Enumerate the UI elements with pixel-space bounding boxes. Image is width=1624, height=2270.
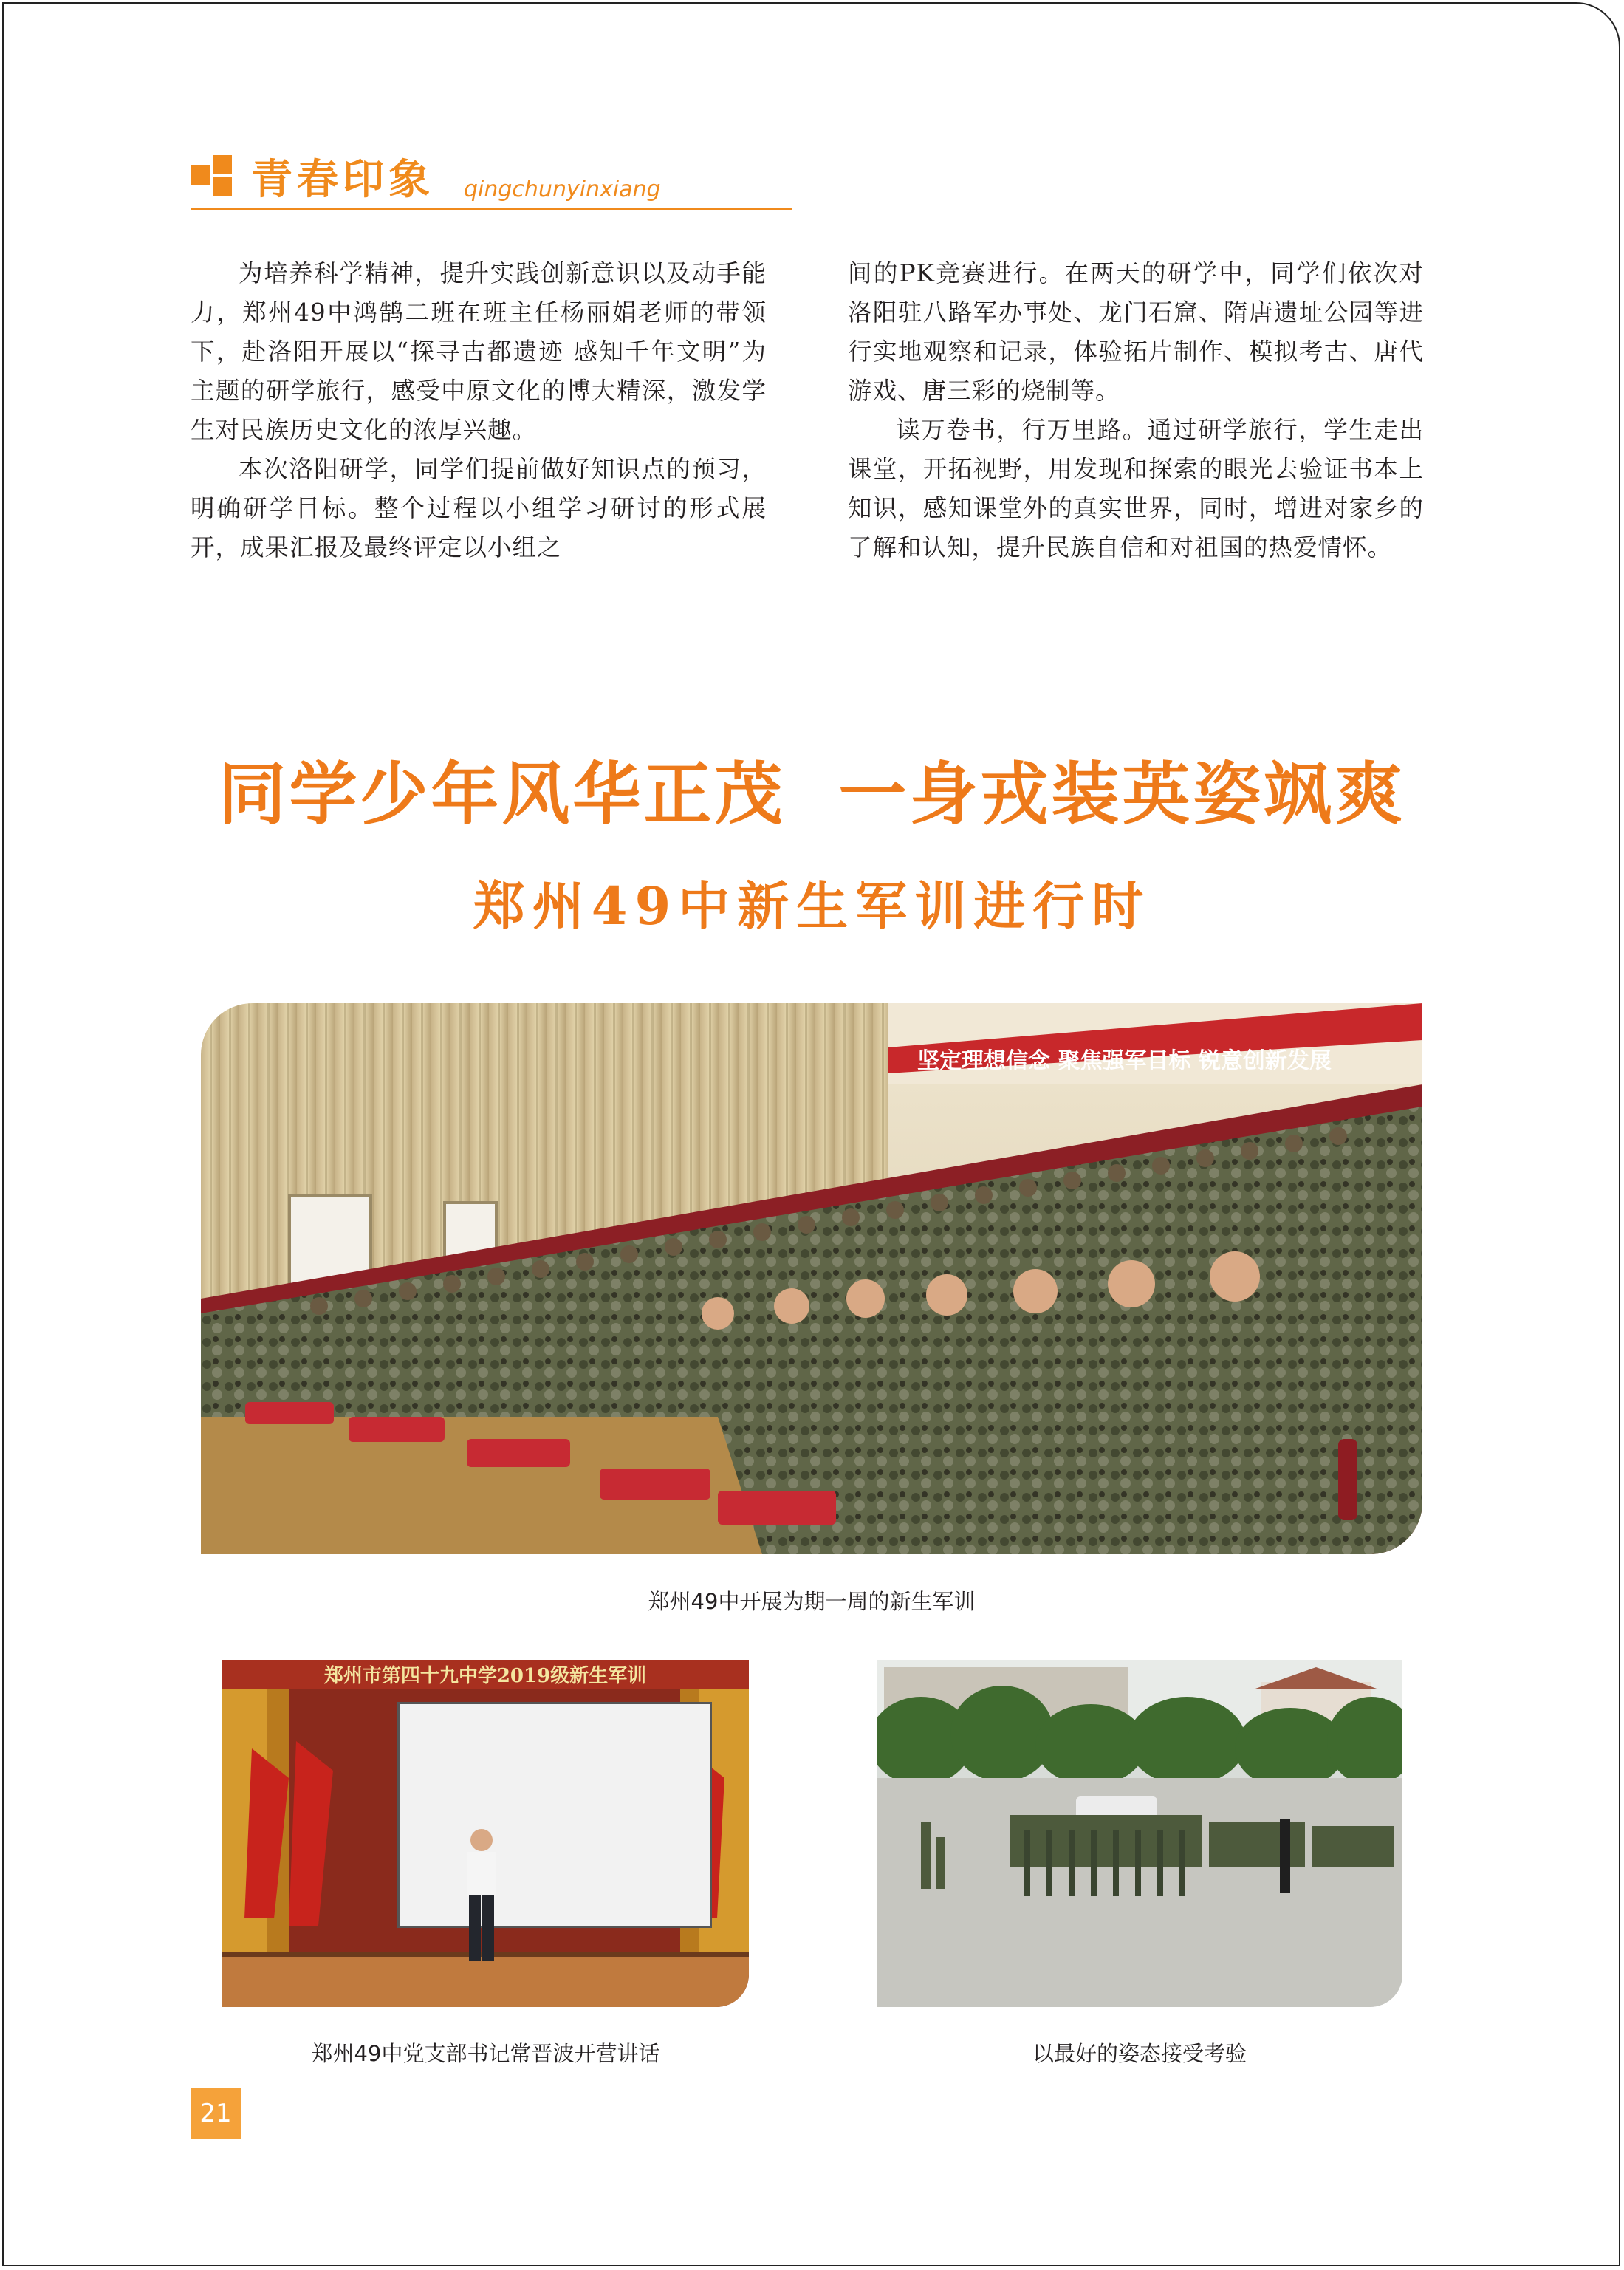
photo-b-caption: 以最好的姿态接受考验: [1032, 2041, 1247, 2066]
photo-a-caption: 郑州49中党支部书记常晋波开营讲话: [311, 2041, 660, 2066]
article-column-left: [191, 254, 767, 567]
article-subheadline: 郑州49中新生军训进行时: [473, 875, 1151, 937]
paragraph: 读万卷书，行万里路。通过研学旅行，学生走出课堂，开拓视野，用发现和探索的眼光去验证书本上知识，感知课堂外的真实世界，同时，增进对家乡的了解和认知，提升民族自信和对祖国的热爱情怀。: [848, 416, 1424, 561]
main-photo-caption: 郑州49中开展为期一周的新生军训: [648, 1589, 976, 1614]
section-logo-icon: [191, 155, 232, 196]
page-number: 21: [191, 2088, 241, 2139]
section-pinyin: qingchunyinxiang: [464, 177, 661, 202]
paragraph: 为培养科学精神，提升实践创新意识以及动手能力，郑州49中鸿鹄二班在班主任杨丽娟老师的带领下，赴洛阳开展以“探寻古都遗迹 感知千年文明”为主题的研学旅行，感受中原文化的博大精深，激发学生对民族历史文化的浓厚兴趣。: [191, 259, 767, 444]
auditorium-banner-text: 坚定理想信念 聚焦强军目标 锐意创新发展: [917, 1048, 1332, 1074]
stage-speech-photo: [222, 1660, 749, 2007]
article-column-right: [848, 254, 1424, 567]
stage-banner-text: 郑州市第四十九中学2019级新生军训: [323, 1665, 647, 1687]
article-headline: 同学少年风华正茂 一身戎装英姿飒爽: [218, 754, 1406, 834]
auditorium-training-photo: [201, 1003, 1422, 1554]
header-divider: [191, 208, 792, 210]
paragraph: 间的PK竞赛进行。在两天的研学中，同学们依次对洛阳驻八路军办事处、龙门石窟、隋唐遗址公园等进行实地观察和记录，体验拓片制作、模拟考古、唐代游戏、唐三彩的烧制等。: [848, 259, 1424, 405]
outdoor-drill-photo: [877, 1660, 1402, 2007]
section-title: 青春印象: [251, 156, 434, 204]
paragraph: 本次洛阳研学，同学们提前做好知识点的预习，明确研学目标。整个过程以小组学习研讨的形式展开，成果汇报及最终评定以小组之: [191, 455, 767, 561]
